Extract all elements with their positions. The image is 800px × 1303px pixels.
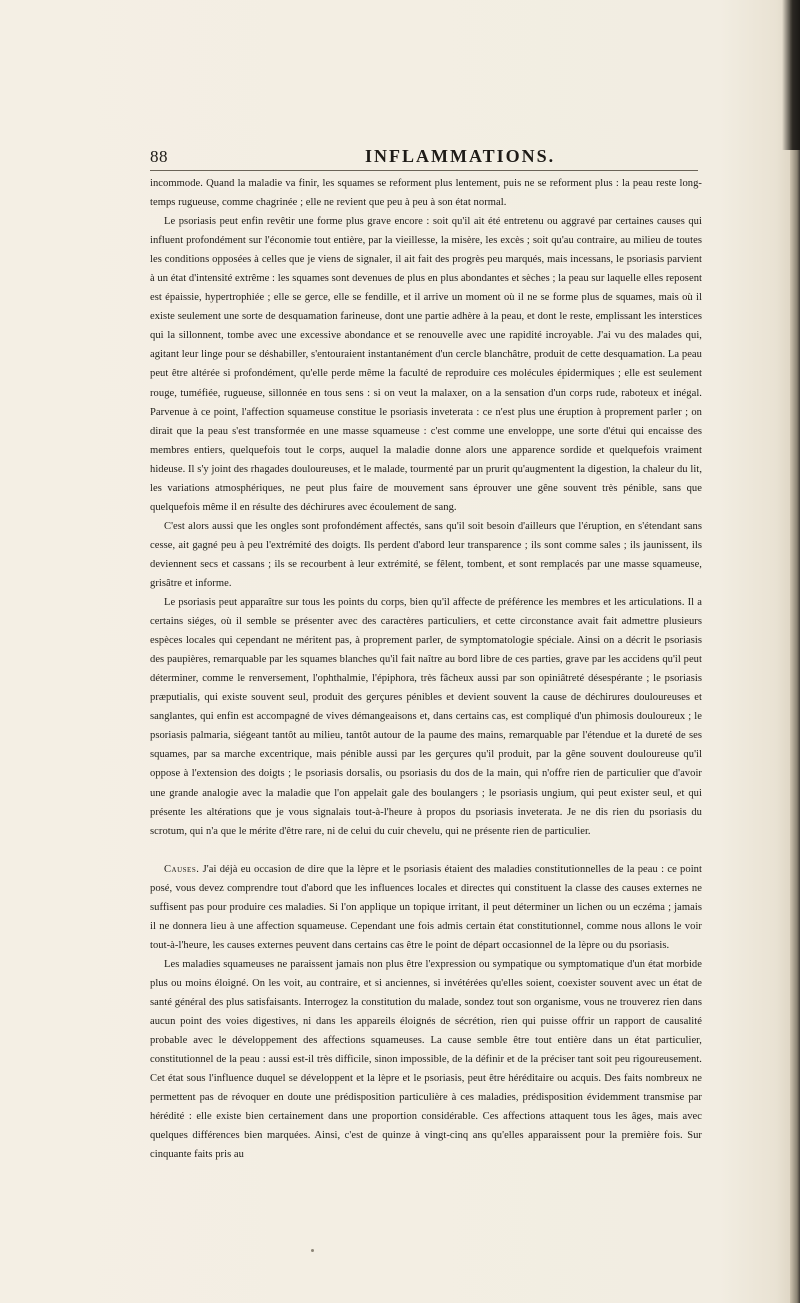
header-rule	[150, 170, 698, 171]
page-number: 88	[150, 147, 168, 166]
paragraph-causes	[150, 860, 702, 955]
page-corner-shadow	[782, 0, 800, 150]
paragraph-sieges: Le psoriasis peut apparaître sur tous les points du corps, bien qu'il affecte de préférence les membres et les articulations. Il a certains siéges, où il semble se présenter avec des caractères particuliers, et cette circonstance avait fait admettre plusieurs espèces locales qui cependant ne méritent pas, à proprement parler, de symptomatologie spéciale. Ainsi on a décrit le psoriasis des paupières, remarquable par les squames blanches qu'il fait naître au bord libre de ces parties, grave par les accidens qu'il peut déterminer, comme le renversement, l'ophthalmie, l'épiphora, très fâcheux aussi par son opiniâtreté désespérante ; le psoriasis præputialis, qui existe souvent seul, produit des gerçures pénibles et devient souvent la cause de déchirures douloureuses et sanglantes, qui enfin est accompagné de vives démangeaisons et, dans certains cas, est compliqué d'un phimosis douloureux ; le psoriasis palmaria, siégeant tantôt au milieu, tantôt autour de la paume des mains, remarquable par l'étendue et la dureté de ses squames, par sa marche excentrique, mais pénible aussi par les gerçures qu'il produit, par la gêne souvent douloureuse qu'il oppose à l'extension des doigts ; le psoriasis dorsalis, ou psoriasis du dos de la main, qui n'offre rien de particulier que d'avoir une grande analogie avec la maladie que l'on appelait gale des boulangers ; le psoriasis ungium, qui peut exister seul, et qui présente les altérations que je vous signalais tout-à-l'heure à propos du psoriasis inveterata. Je ne dis rien du psoriasis du scrotum, qui n'a que le mérite d'être rare, ni de celui du cuir chevelu, qui ne présente rien de particulier.	[150, 597, 702, 837]
page-header	[150, 147, 698, 167]
causes-text: J'ai déjà eu occasion de dire que la lèpre et le psoriasis étaient des maladies constitutionnelles de la peau : ce point posé, vous devez comprendre tout d'abord que les influences locales et directes qui constituent la classe des causes externes ne suffisent pas pour produire ces maladies. Si l'on applique un topique irritant, il peut déterminer un lichen ou un eczéma ; jamais il ne donnera lieu à une affection squameuse. Cependant une fois admis certain état constitutionnel, comme nous allons le voir tout-à-l'heure, les causes externes peuvent dans certains cas être le point de départ occasionnel de la lèpre ou du psoriasis.	[150, 863, 702, 951]
body-text	[150, 174, 702, 1164]
page-edge-shadow	[790, 0, 800, 1303]
paragraph-continuation: incommode. Quand la maladie va finir, les squames se reforment plus lentement, puis ne se reforment plus : la peau reste long-temps rugueuse, comme chagrinée ; elle ne revient que peu à peu à son état normal.	[150, 178, 702, 209]
paragraph-maladies-squameuses: Les maladies squameuses ne paraissent jamais non plus être l'expression ou sympatique ou symptomatique d'un état morbide plus ou moins éloigné. On les voit, au contraire, et si anciennes, si invétérées qu'elles soient, coexister souvent avec un état de santé général des plus satisfaisants. Interrogez la constitution du malade, sondez tout son organisme, vous ne trouverez rien dans aucun point des voies digestives, ni dans les appareils éloignés de sécrétion, rien qui puisse offrir un rapport de causalité probable avec le développement des affections squameuses. La cause semble être tout entière dans un état particulier, constitutionnel de la peau : aussi est-il très difficile, sinon impossible, de la définir et de la préciser tant soit peu rigoureusement. Cet état sous l'influence duquel se développent et la lèpre et le psoriasis, peut être héréditaire ou acquis. Des faits nombreux ne permettent pas de révoquer en doute une prédisposition particulière à ces maladies, prédisposition évidemment transmise par hérédité : elle existe bien certainement dans une proportion considérable. Ces affections attaquent tous les âges, mais avec quelques différences bien marquées. Ainsi, c'est de quinze à vingt-cinq ans qu'elles apparaissent pour la première fois. Sur cinquante faits pris au	[150, 958, 702, 1161]
paragraph-ongles: C'est alors aussi que les ongles sont profondément affectés, sans qu'il soit besoin d'ailleurs que l'éruption, en s'étendant sans cesse, ait gagné peu à peu l'extrémité des doigts. Ils perdent d'abord leur transparence ; ils sont comme sales ; ils jaunissent, ils deviennent secs et cassans ; ils se recourbent à leur extrémité, se fêlent, tombent, et sont remplacés par une masse squameuse, grisâtre et informe.	[150, 520, 702, 589]
causes-heading: Causes.	[164, 863, 200, 875]
running-title: INFLAMMATIONS.	[365, 146, 556, 166]
paragraph-psoriasis-grave: Le psoriasis peut enfin revêtir une forme plus grave encore : soit qu'il ait été entretenu ou aggravé par certaines causes qui influent profondément sur l'économie tout entière, par la vieillesse, la misère, les excès ; soit qu'au contraire, au milieu de toutes les conditions opposées à celles que je viens de signaler, il ait fait des progrès peu marqués, mais incessans, le psoriasis parvient à un état d'intensité extrême : les squames sont devenues de plus en plus abondantes et sèches ; la peau sur laquelle elles reposent est épaissie, hypertrophiée ; elle se gerce, elle se fendille, et il arrive un moment où il ne se forme plus de squames, mais où il existe seulement une sorte de desquamation farineuse, dont une partie adhère à la peau, et dont le reste, emplissant les interstices qui la sillonnent, tombe avec une excessive abondance et se renouvelle avec une rapidité incroyable. J'ai vu des malades qui, agitant leur linge pour se déshabiller, s'entouraient instantanément d'un cercle blanchâtre, produit de cette desquamation. La peau peut être altérée si profondément, qu'elle perde même la faculté de reproduire ces molécules épidermiques ; elle est seulement rouge, tuméfiée, rugueuse, sillonnée en tous sens : si on veut la malaxer, on a la sensation d'un corps rude, raboteux et inégal. Parvenue à ce point, l'affection squameuse constitue le psoriasis inveterata : ce n'est plus une éruption à proprement parler ; on dirait que la peau s'est transformée en une masse squameuse : c'est comme une enveloppe, une sorte d'étui qui encaisse des membres entiers, quelquefois tout le corps, auquel la maladie donne alors une apparence sordide et quelquefois vraiment hideuse. Il s'y joint des rhagades douloureuses, et le malade, tourmenté par un prurit qu'augmentent la digestion, la chaleur du lit, les variations atmosphériques, ne peut plus faire de mouvement sans éprouver une gêne souvent très pénible, sans que quelquefois même il en résulte des déchirures avec écoulement de sang.	[150, 216, 702, 513]
ink-speck	[311, 1249, 314, 1252]
